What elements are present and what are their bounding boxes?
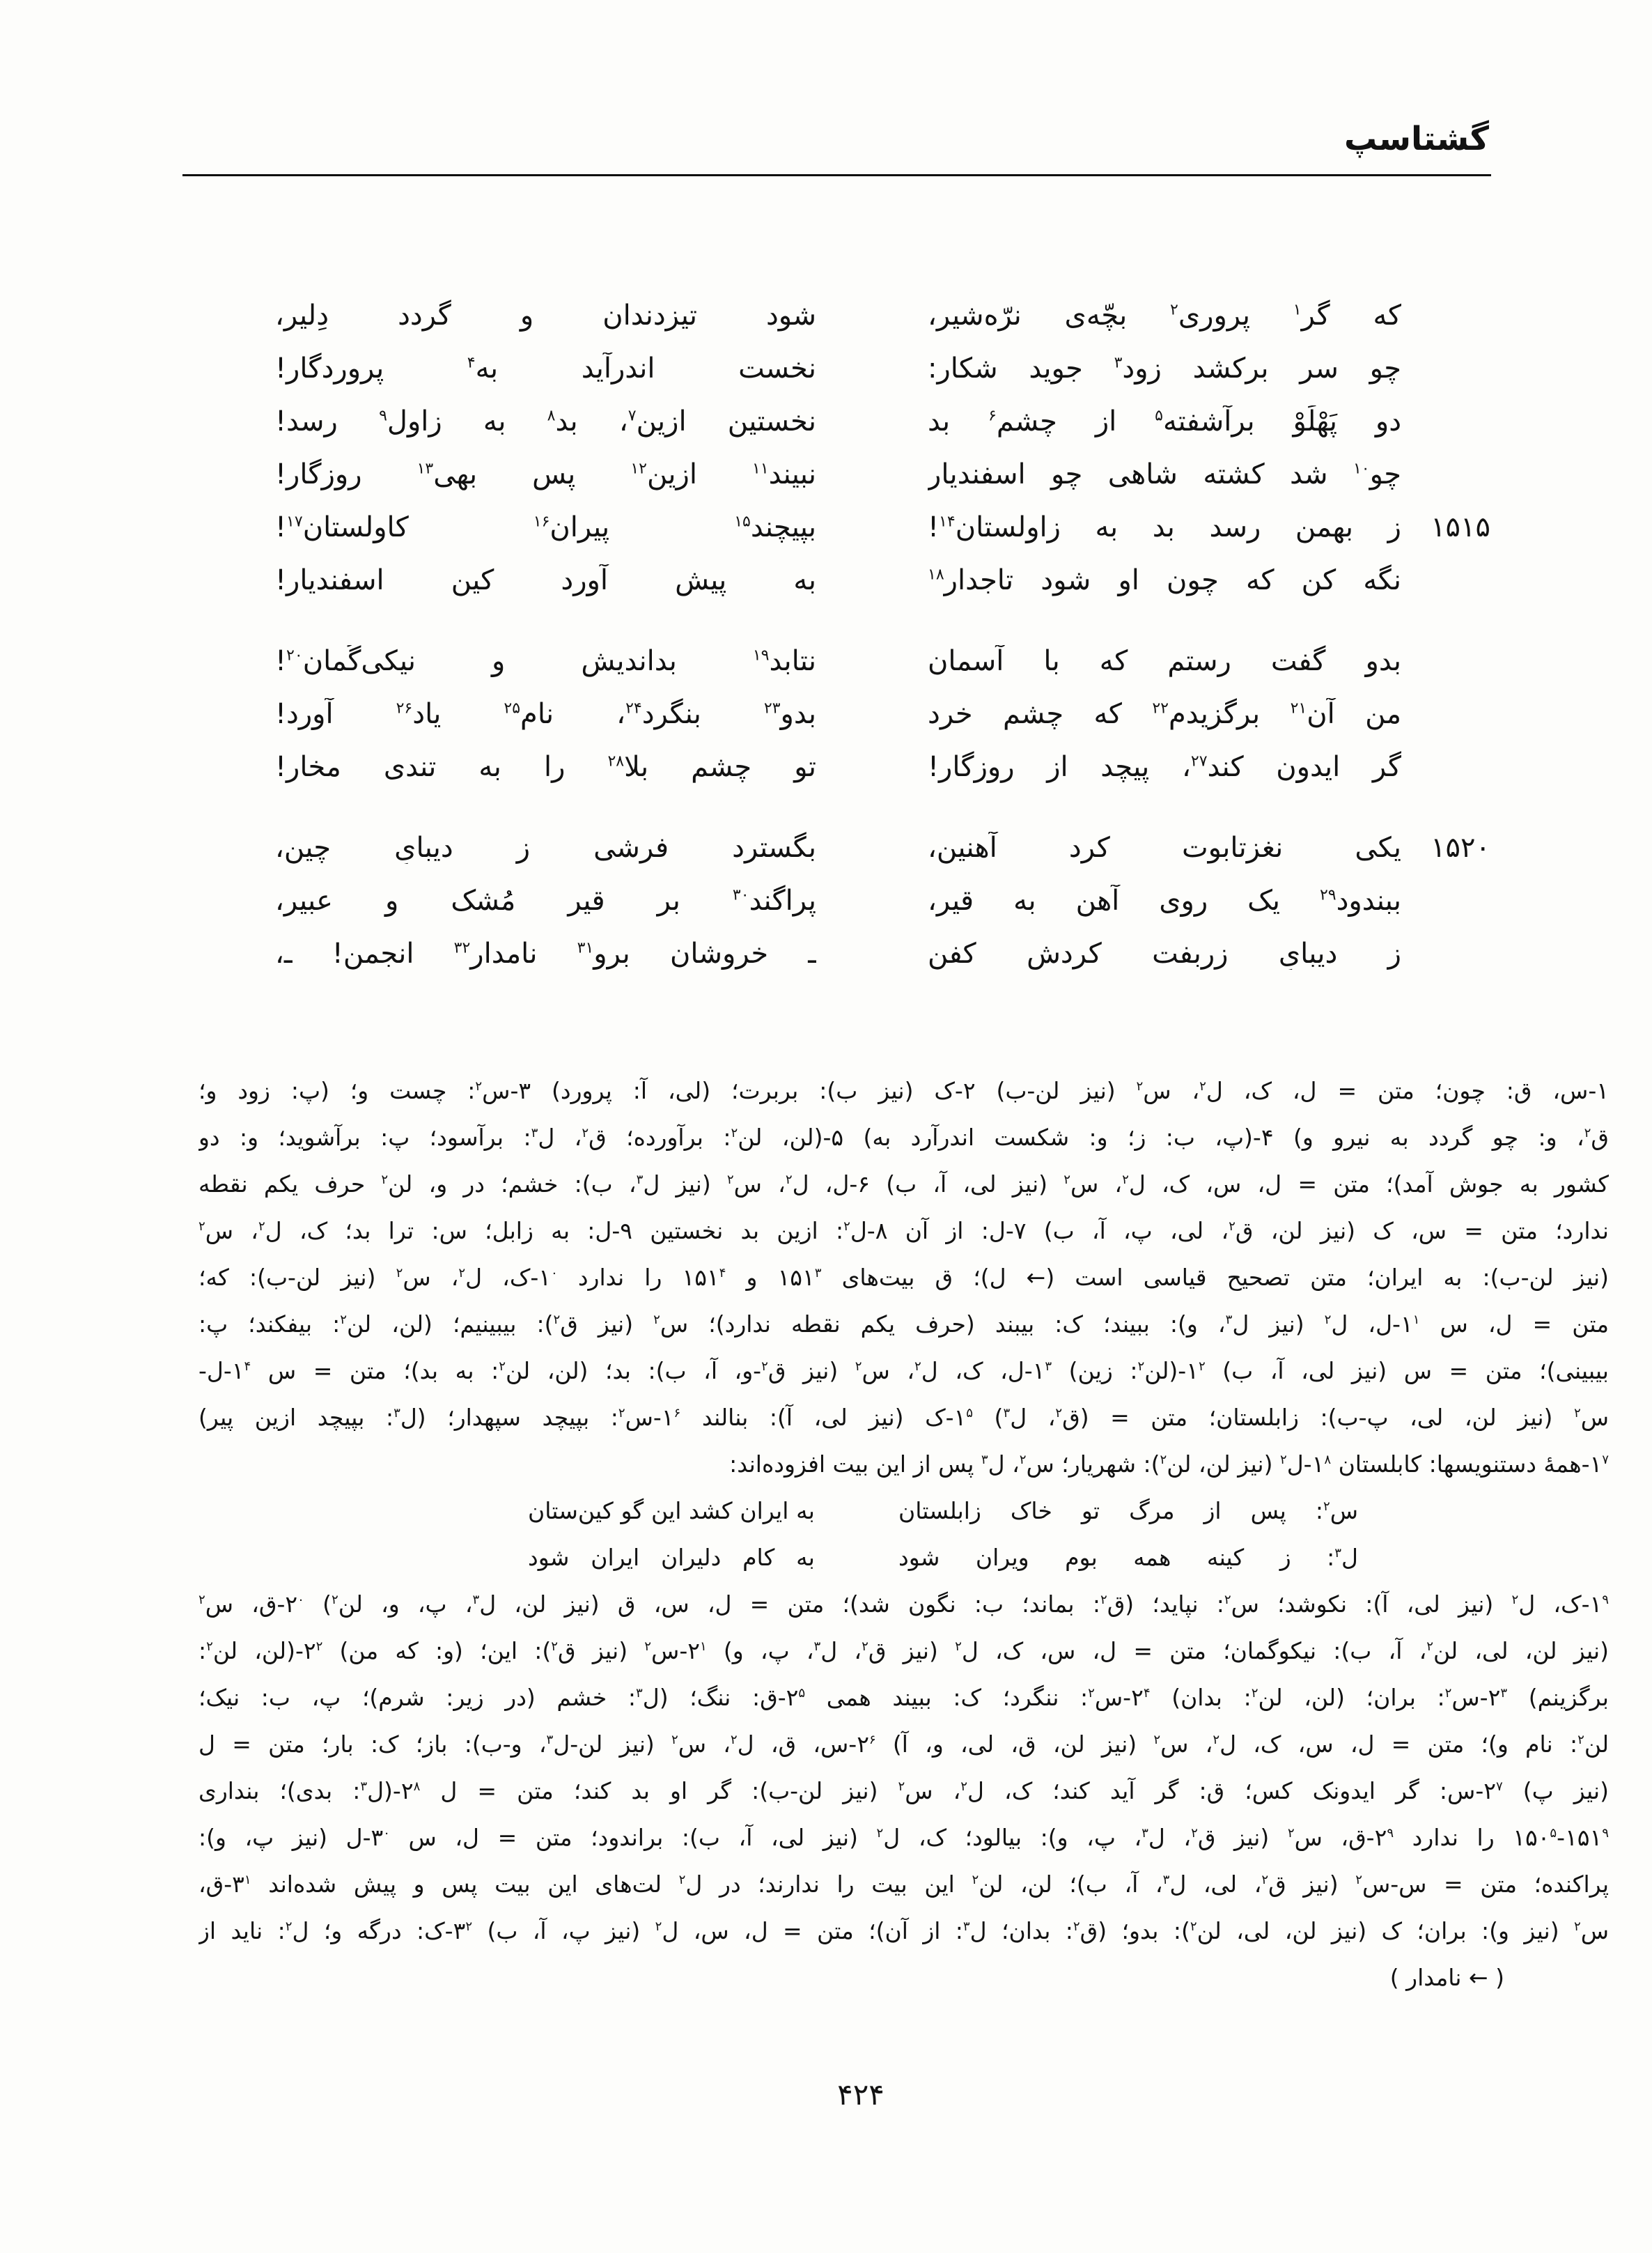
verse-row (275, 885, 1490, 938)
hemistich-right: زِ بهمن رسد بد به زاولستان$^{۱۴}$! (928, 511, 1401, 543)
hemistich-right: چو سر برکشد زود$^۳$ جوید شکار: (928, 353, 1401, 385)
apparatus-note-line: لن$^۲$: نام و)؛ متن = ل، س، ک، ل$^۲$، س$^۲$ (نیز لن، ق، لی، و، آ) $۲^۶-س،$ ق، ل$^۲$، س$^۲$ (نیز لن-ل$^۳$، و-ب): باز؛ ک: بار؛ متن = ل (198, 1731, 1609, 1758)
hemistich-left: پراگند$^{۳۰}$ بر قیر مُشک و عبیر، (275, 885, 816, 917)
page-number: ۴۲۴ (837, 2077, 885, 2112)
stanza (275, 645, 1490, 804)
stanza (275, 832, 1490, 991)
hemistich-left: ـ خروشان برو$^{۳۱}$ نامدار$^{۳۲}$ انجمن! ـ، (275, 938, 816, 970)
verse-row (275, 751, 1490, 804)
verse-row (275, 832, 1490, 885)
apparatus-note-line: برگزینم) $۲^۳-س^۲$: بران؛ (لن، لن$^۲$: بدان) $۲^۴-س^۲$: ننگرد؛ ک: ببیند همی $۲^۵-ق$: ننگ؛ (ل$^۳$: خشم (در زیر: شرم)؛ پ، ب: نیک؛ (198, 1684, 1609, 1711)
apparatus-note-line: ندارد؛ متن = س، ک (نیز لن، ق$^۲$، لی، پ، آ، ب) ۷-ل: از آن ۸-ل$^۲$: ازین بد نخستین ۹-ل: به زابل؛ س: ترا بد؛ ک، ل$^۲$، س$^۲$ (198, 1217, 1609, 1244)
apparatus-note-line: (نیز لن-ب): به ایران؛ متن تصحیح قیاسی است (← ل)؛ ق بیت‌های $۱۵۱^۳$ و $۱۵۱^۴$ را ندارد $۱^۰-ک،$ ل$^۲$، س$^۲$ (نیز لن-ب): که؛ (198, 1264, 1609, 1291)
hemistich-right: ببندود$^{۲۹}$ یک روی آهن به قیر، (928, 885, 1401, 917)
hemistich-right: نگه کن که چون او شود تاجدار$^{۱۸}$ (928, 564, 1401, 596)
hemistich-left: به پیش آورد کینِ اسفندیار! (275, 564, 816, 596)
apparatus-note-line: بیبینی)؛ متن = س (نیز لی، آ، ب) $۱^۲-(لن^۲$: زین) $۱^۳-ل،$ ک، ل$^۲$، س$^۲$ (نیز ق$^۲$-و، آ، ب): بد؛ (لن، لن$^۲$: به بد)؛ متن = س $۱^۴-ل-$ (198, 1357, 1609, 1384)
hemistich-right: که گر$^۱$ پروری$^۲$ بچّه‌ی نرّه‌شیر، (928, 300, 1401, 332)
apparatus-verse-left: به کام دلیران ایران شود (528, 1544, 815, 1571)
hemistich-right: بدو گفت رستم که با آسمان (928, 645, 1401, 677)
hemistich-left: شود تیزدندان و گردد دِلیر، (275, 300, 816, 332)
hemistich-right: یکی نغزتابوت کرد آهنین، (928, 832, 1401, 864)
verse-row (275, 698, 1490, 751)
verse-row (275, 645, 1490, 698)
apparatus-verse-right: س$^۲$: پس از مرگ تو خاک زابلستان (898, 1497, 1358, 1524)
apparatus-note-line: پراکنده؛ متن = س-س$^۲$ (نیز ق$^۲$، لی، ل$^۳$، آ، ب)؛ لن، لن$^۲$ این بیت را ندارند؛ در ل$^۲$ لت‌های این بیت پس و پیش شده‌اند $۳^۱-ق،$ (198, 1871, 1609, 1898)
verse-row (275, 405, 1490, 458)
verse-row (275, 458, 1490, 511)
hemistich-left: نبیند$^{۱۱}$ ازین$^{۱۲}$ پس بهی$^{۱۳}$ روزگار! (275, 458, 816, 490)
hemistich-left: نخست اندرآید به$^۴$ پروردگار! (275, 353, 816, 385)
hemistich-right: من آن$^{۲۱}$ برگزیدم$^{۲۲}$ که چشم خرد (928, 698, 1401, 730)
hemistich-right: زِ دیبایِ زربفت کردش کفن (928, 938, 1401, 970)
hemistich-left: بگسترد فرشی زِ دیبایِ چین، (275, 832, 816, 864)
hemistich-left: نخستین ازین$^۷$، بد$^۸$ به زاول$^۹$ رسد! (275, 405, 816, 438)
apparatus-verse-right: ل$^۳$: ز کینه همه بوم ویران شود (898, 1544, 1358, 1571)
apparatus-note-line: س$^۲$ (نیز و): بران؛ ک (نیز لن، لی، لن$^۲$): بدو؛ (ق$^۲$: بدان؛ ل$^۳$: از آن)؛ متن = ل، س، ل$^۲$ (نیز پ، آ، ب) $۳^۲-ک$: درگه و؛ ل$^۲$: ناید از (198, 1917, 1609, 1944)
apparatus-note-line: کشور به جوش آمد)؛ متن = ل، س، ک، ل$^۲$، س$^۲$ (نیز لی، آ، ب) ۶-ل، ل$^۲$، س$^۲$ (نیز ل$^۳$، ب): خشم؛ در و، لن$^۲$ حرف یکم نقطه (198, 1170, 1609, 1198)
verse-row (275, 511, 1490, 564)
poem-block (275, 300, 1490, 1019)
verse-row (275, 353, 1490, 405)
apparatus-added-verse (198, 1487, 1609, 1534)
apparatus-note-line: (نیز پ) $۲^۷-س$: گر ایدونک کس؛ ق: گر آید کند؛ ک، ل$^۲$، س$^۲$ (نیز لن-ب): گر او بد کند؛ متن = ل $۲^۸-(ل^۳$: بدی)؛ بنداری (198, 1777, 1609, 1804)
apparatus-note-line: متن = ل، س $۱^۱-ل،$ ل$^۲$ (نیز ل$^۳$، و): ببیند؛ ک: بیبند (حرف یکم نقطه ندارد)؛ س$^۲$ (نیز ق$^۲$): بیبینیم؛ (لن، لن$^۲$: بیفکند؛ پ: (198, 1310, 1609, 1338)
stanza (275, 300, 1490, 617)
apparatus-note-line: س$^۲$ (نیز لن، لی، پ-ب): زابلستان؛ متن = (ق$^۲$، ل$^۳$) $۱^۵-ک$ (نیز لی، آ): بنالند $۱^۶-س^۲$: بپیچد سپهدار؛ (ل$^۳$: بپیچد ازین پیر) (198, 1404, 1609, 1431)
verse-number: ۱۵۲۰ (1431, 832, 1490, 864)
verse-row (275, 564, 1490, 617)
apparatus-note-line: $۱^۷-همهٔ$ دستنویسها: کابلستان $۱^۸-ل^۲$ (نیز لن، لن$^۲$): شهریار؛ س$^۲$، ل$^۳$ پس از این بیت افزوده‌اند: (729, 1450, 1609, 1478)
apparatus-note-line: ق$^۲$، و: چو گردد به نیرو و) ۴-(پ، ب: ز؛ و: شکست اندرآرد به) ۵-(لن، لن$^۲$: برآورده؛ ق$^۲$، ل$^۳$: برآسود؛ پ: برآشوید؛ و: دو (198, 1124, 1609, 1151)
apparatus-added-verse (198, 1534, 1609, 1581)
apparatus-note-line: $۱۵۰^۵-۱۵۱^۹$ را ندارد $۲^۹-ق،$ س$^۲$ (نیز ق$^۲$، ل$^۳$، پ، و): بیالود؛ ک، ل$^۲$ (نیز لی، آ، ب): براندود؛ متن = ل، س $۳^۰-ل$ (نیز پ، و): (198, 1824, 1609, 1851)
apparatus-note-line: $۱^۹-ک،$ ل$^۲$ (نیز لی، آ): نکوشد؛ س$^۲$: نپاید؛ (ق$^۲$: بماند؛ ب: نگون شد)؛ متن = ل، س، ق (نیز لن، ل$^۳$، پ، و، لن$^۲$) $۲^۰-ق،$ س$^۲$ (198, 1590, 1609, 1618)
apparatus-continuation-ref: ( ← نامدار ) (1389, 1964, 1504, 1991)
hemistich-right: گر ایدون کند$^{۲۷}$، پیچد از روزگار! (928, 751, 1401, 783)
header-rule (182, 174, 1491, 176)
hemistich-left: بدو$^{۲۳}$ بنگرد$^{۲۴}$، نام$^{۲۵}$ یاد$^{۲۶}$ آورد! (275, 698, 816, 730)
running-head-chapter-title: گشتاسپ (1344, 120, 1489, 158)
hemistich-left: نتابد$^{۱۹}$ بداندیش و نیکی‌گُمان$^{۲۰}$! (275, 645, 816, 677)
apparatus-note-line: (نیز لن، لی، لن$^۲$، آ، ب): نیکوگمان؛ متن = ل، س، ک، ل$^۲$ (نیز ق$^۲$، ل$^۳$، پ، و) $۲^۱-س^۲$ (نیز ق$^۲$): این؛ (و: که من) $۲^۲-(لن،$ لن$^۲$: (198, 1637, 1609, 1664)
hemistich-right: چو$^{۱۰}$ شد کشته شاهی چو اسفندیار (928, 458, 1401, 490)
hemistich-right: دو پَهْلَوْ برآشفته$^۵$ از چشمِ$^۶$ بد (928, 405, 1401, 438)
hemistich-left: تو چشمِ بلا$^{۲۸}$ را به تندی مخار! (275, 751, 816, 783)
verse-number: ۱۵۱۵ (1431, 511, 1490, 543)
apparatus-note-line: ۱-س، ق: چون؛ متن = ل، ک، ل$^۲$، س$^۲$ (نیز لن-ب) ۲-ک (نیز ب): بربرت؛ (لی، آ: پرورد) ۳-س$^۲$: چست و؛ (پ: زود و؛ (198, 1077, 1609, 1104)
verse-row (275, 938, 1490, 991)
apparatus-verse-left: به ایران کشد این گو کین‌ستان (528, 1497, 815, 1524)
verse-row (275, 300, 1490, 353)
hemistich-left: بپیچند$^{۱۵}$ پیرانِ$^{۱۶}$ کاولستان$^{۱۷}$! (275, 511, 816, 543)
critical-apparatus (198, 1067, 1609, 2001)
